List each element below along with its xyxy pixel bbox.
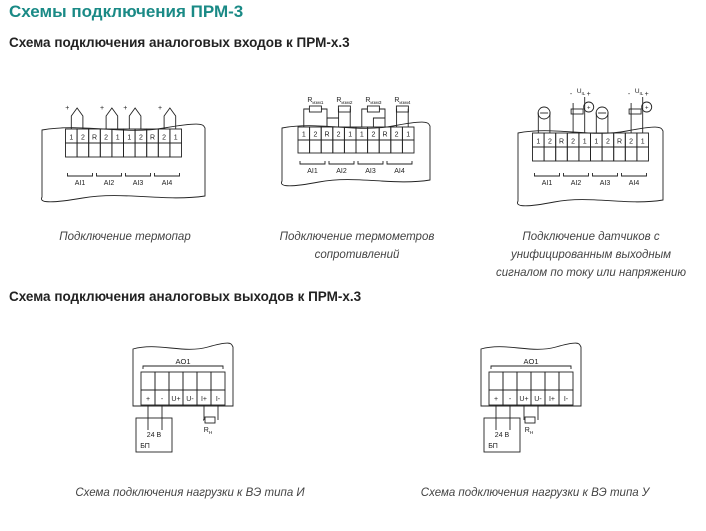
terminal-screw — [183, 372, 197, 390]
terminal-screw — [333, 140, 345, 153]
terminal-label: 2 — [605, 138, 610, 146]
terminal-label: 1 — [348, 131, 353, 139]
terminal-label: R — [382, 131, 388, 139]
channel-label: AI2 — [103, 180, 115, 187]
terminal-screw — [100, 143, 112, 157]
terminal-screw — [517, 372, 531, 390]
channel-bracket — [126, 173, 151, 176]
terminal-screw — [544, 147, 556, 161]
terminal-screw — [545, 372, 559, 390]
terminal-screw — [66, 143, 78, 157]
thermocouple-junction — [129, 108, 141, 129]
terminal-screw — [141, 372, 155, 390]
terminal-label: 1 — [359, 131, 364, 139]
channel-label: AI1 — [307, 168, 318, 175]
terminal-label: 2 — [336, 131, 341, 139]
terminal-screw — [637, 147, 649, 161]
terminal-screw — [625, 147, 637, 161]
channel-label: AO1 — [175, 357, 191, 366]
terminal-screw — [298, 140, 310, 153]
channel-label: AI4 — [161, 180, 173, 187]
terminal-screw — [112, 143, 124, 157]
channel-label: AI4 — [394, 168, 405, 175]
rtd-label: $R_{изм4}$ — [394, 97, 411, 107]
load-label: $R_Н$ — [203, 427, 213, 437]
plus-sign: + — [158, 105, 163, 112]
terminal-screw — [135, 143, 147, 157]
terminal-label: 1 — [594, 138, 599, 146]
terminal-screw — [391, 140, 403, 153]
terminal-label: 2 — [80, 134, 85, 142]
rtd-resistor — [309, 106, 321, 112]
channel-bracket — [535, 173, 560, 176]
terminal-label: 2 — [162, 134, 167, 142]
channel-label: AO1 — [523, 357, 539, 366]
terminal-screw — [211, 372, 225, 390]
terminal-screw — [321, 140, 333, 153]
plus-sign: + — [586, 105, 591, 112]
terminal-screw — [158, 143, 170, 157]
supply-voltage: 24 В — [146, 432, 162, 439]
diagram-sensors — [517, 88, 663, 206]
channel-bracket — [143, 366, 223, 369]
channel-label: AI3 — [365, 168, 376, 175]
channel-bracket — [387, 161, 412, 164]
plus-sign: + — [644, 105, 649, 112]
plus-sign: + — [586, 91, 591, 98]
terminal-label: 1 — [173, 134, 178, 142]
channel-label: AI1 — [74, 180, 86, 187]
rtd-resistor — [367, 106, 379, 112]
load-resistor — [205, 417, 215, 423]
terminal-label: 1 — [406, 131, 411, 139]
diagram-rtd — [281, 97, 430, 186]
channel-bracket — [155, 173, 180, 176]
terminal-label: 2 — [394, 131, 399, 139]
terminal-label: 2 — [313, 131, 318, 139]
channel-bracket — [329, 161, 354, 164]
terminal-screw — [124, 143, 136, 157]
wire — [327, 118, 339, 127]
plus-sign: + — [65, 105, 70, 112]
supply-name: БП — [488, 443, 498, 450]
terminal-screw — [602, 147, 614, 161]
terminal-label: U- — [534, 396, 542, 403]
terminal-label: R — [616, 138, 623, 146]
wire — [321, 109, 327, 127]
page-title: Схемы подключения ПРМ-3 — [9, 2, 244, 21]
thermocouple-junction — [71, 108, 83, 129]
terminal-label: U+ — [171, 396, 181, 403]
terminal-label: 1 — [536, 138, 541, 146]
caption-rtd: Подключение термометров сопротивлений — [279, 231, 435, 261]
rtd-resistor — [396, 106, 408, 112]
channel-label: AI3 — [132, 180, 144, 187]
diagram-output-current — [133, 343, 233, 452]
channel-label: AI4 — [628, 180, 640, 187]
terminal-screw — [89, 143, 101, 157]
terminal-label: 2 — [571, 138, 576, 146]
terminal-screw — [147, 143, 159, 157]
channel-bracket — [358, 161, 383, 164]
terminal-screw — [197, 372, 211, 390]
terminal-label: 1 — [640, 138, 645, 146]
terminal-label: 2 — [629, 138, 634, 146]
plus-sign: + — [644, 91, 649, 98]
terminal-screw — [77, 143, 89, 157]
caption-thermocouple: Подключение термопар — [59, 231, 191, 243]
terminal-screw — [567, 147, 579, 161]
terminal-label: I+ — [548, 396, 556, 403]
terminal-screw — [170, 143, 182, 157]
supply-name: БП — [140, 443, 150, 450]
channel-label: AI2 — [336, 168, 347, 175]
terminal-label: U+ — [519, 396, 529, 403]
terminal-screw — [614, 147, 626, 161]
terminal-screw — [344, 140, 356, 153]
channel-bracket — [593, 173, 618, 176]
terminal-screw — [533, 147, 545, 161]
diagram-output-voltage — [481, 343, 581, 452]
load-label: $R_Н$ — [524, 427, 534, 437]
terminal-screw — [402, 140, 414, 153]
terminal-label: 1 — [582, 138, 587, 146]
terminal-label: 2 — [104, 134, 109, 142]
rtd-resistor — [338, 106, 350, 112]
terminal-label: I+ — [200, 396, 208, 403]
channel-label: AI3 — [599, 180, 611, 187]
rtd-label: $R_{изм2}$ — [336, 97, 353, 107]
terminal-screw — [591, 147, 603, 161]
channel-bracket — [491, 366, 571, 369]
terminal-screw — [556, 147, 568, 161]
caption-sensors: Подключение датчиков с унифицированным выходным сигналом по току или напряжению — [496, 231, 686, 279]
terminal-label: 1 — [115, 134, 120, 142]
terminal-screw — [169, 372, 183, 390]
thermocouple-junction — [106, 108, 118, 129]
terminal-screw — [579, 147, 591, 161]
wire — [362, 109, 368, 127]
thermocouple-junction — [164, 108, 176, 129]
terminal-screw — [310, 140, 322, 153]
terminal-label: 2 — [547, 138, 552, 146]
supply-voltage: 24 В — [494, 432, 510, 439]
terminal-label: R — [149, 134, 156, 142]
diagram-thermocouple — [41, 105, 205, 202]
terminal-label: - — [508, 396, 512, 403]
terminal-label: 2 — [371, 131, 376, 139]
channel-bracket — [300, 161, 325, 164]
terminal-label: R — [558, 138, 565, 146]
terminal-label: + — [493, 396, 499, 403]
terminal-label: U- — [186, 396, 194, 403]
terminal-label: + — [145, 396, 151, 403]
wire — [304, 109, 310, 127]
channel-label: AI2 — [570, 180, 582, 187]
channel-bracket — [564, 173, 589, 176]
section-title-outputs: Схема подключения аналоговых выходов к ПРМ-х.3 — [9, 289, 362, 304]
terminal-screw — [489, 372, 503, 390]
terminal-label: R — [324, 131, 330, 139]
terminal-label: - — [160, 396, 164, 403]
terminal-label: 2 — [138, 134, 143, 142]
wire — [373, 118, 385, 127]
plus-sign: + — [100, 105, 105, 112]
terminal-screw — [356, 140, 368, 153]
minus-sign: - — [627, 91, 631, 98]
voltage-label: $U_{IL}$ — [634, 88, 644, 96]
terminal-screw — [503, 372, 517, 390]
terminal-screw — [379, 140, 391, 153]
terminal-screw — [531, 372, 545, 390]
channel-bracket — [97, 173, 122, 176]
terminal-label: I- — [215, 396, 221, 403]
channel-label: AI1 — [541, 180, 553, 187]
terminal-screw — [368, 140, 380, 153]
section-title-inputs: Схема подключения аналоговых входов к ПРМ-х.3 — [9, 35, 350, 50]
minus-sign: - — [569, 91, 573, 98]
rtd-label: $R_{изм1}$ — [307, 97, 324, 107]
terminal-label: 1 — [69, 134, 74, 142]
voltage-label: $U_{IL}$ — [576, 88, 586, 96]
plus-sign: + — [123, 105, 128, 112]
terminal-screw — [155, 372, 169, 390]
terminal-label: I- — [563, 396, 569, 403]
caption-output-current: Схема подключения нагрузки к ВЭ типа И — [75, 487, 305, 499]
terminal-label: 1 — [301, 131, 306, 139]
terminal-label: R — [91, 134, 98, 142]
caption-output-voltage: Схема подключения нагрузки к ВЭ типа У — [420, 487, 650, 499]
channel-bracket — [622, 173, 647, 176]
load-resistor — [525, 417, 535, 423]
channel-bracket — [68, 173, 93, 176]
terminal-screw — [559, 372, 573, 390]
rtd-label: $R_{изм3}$ — [365, 97, 382, 107]
terminal-label: 1 — [127, 134, 132, 142]
